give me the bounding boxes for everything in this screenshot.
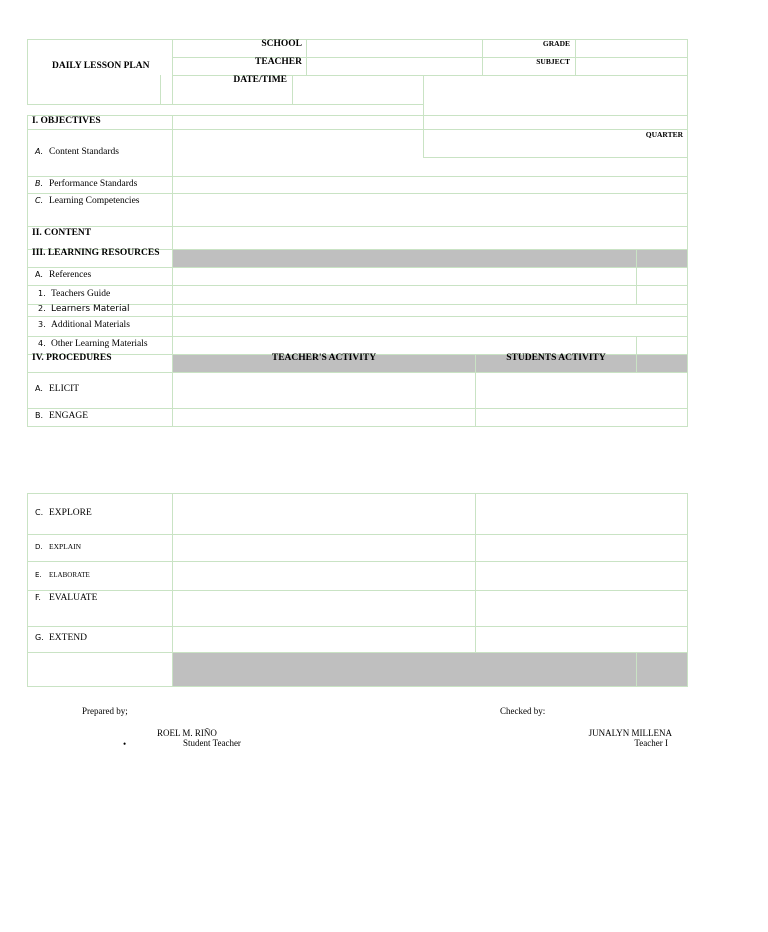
- checker-name: JUNALYN MILLENA: [588, 728, 672, 738]
- grid-line: [27, 176, 688, 177]
- procedure-label: ELABORATE: [49, 571, 90, 579]
- grid-line: [27, 226, 688, 227]
- datetime-label: DATE/TIME: [233, 75, 287, 85]
- lesson-plan-title: DAILY LESSON PLAN: [52, 61, 150, 71]
- procedure-marker: A.: [35, 384, 43, 393]
- performance-standards-marker: B.: [35, 179, 44, 188]
- procedure-label: EXTEND: [49, 633, 87, 643]
- content-heading: II. CONTENT: [32, 228, 92, 238]
- procedure-marker: F.: [35, 593, 41, 602]
- grid-line: [636, 336, 637, 372]
- other-materials-label: Other Learning Materials: [51, 339, 148, 349]
- procedure-marker: B.: [35, 411, 44, 420]
- procedure-label: ENGAGE: [49, 411, 89, 421]
- grid-line: [27, 372, 688, 373]
- quarter-label: QUARTER: [645, 130, 683, 139]
- grid-line: [27, 590, 688, 591]
- grid-line: [27, 626, 688, 627]
- grid-line: [475, 493, 476, 652]
- procedure-marker: D.: [35, 543, 43, 551]
- grid-line: [27, 267, 688, 268]
- content-standards-label: Content Standards: [49, 147, 119, 157]
- procedures-heading: IV. PROCEDURES: [32, 353, 112, 363]
- procedure-marker: C.: [35, 508, 44, 517]
- content-standards-marker: A.: [35, 147, 44, 156]
- prepared-by-label: Prepared by;: [82, 706, 128, 716]
- objectives-heading: I. OBJECTIVES: [32, 116, 101, 126]
- procedure-label: EXPLORE: [49, 508, 92, 518]
- procedure-label: EVALUATE: [49, 593, 98, 603]
- teacher-label: TEACHER: [255, 57, 302, 67]
- bullet-icon: •: [123, 739, 127, 749]
- additional-materials-label: Additional Materials: [51, 320, 130, 330]
- grade-field[interactable]: [576, 40, 686, 56]
- teachers-guide-marker: 1.: [38, 289, 46, 298]
- footer-gray-bar: [173, 653, 687, 686]
- teachers-guide-label: Teachers Guide: [51, 289, 111, 299]
- checker-title: Teacher I: [634, 738, 668, 748]
- grid-line: [27, 193, 688, 194]
- lesson-table: [27, 115, 688, 427]
- students-activity-header: STUDENTS ACTIVITY: [506, 353, 606, 363]
- performance-standards-label: Performance Standards: [49, 179, 138, 189]
- school-field[interactable]: [307, 40, 481, 56]
- grade-label: GRADE: [542, 39, 570, 48]
- grid-line: [27, 561, 688, 562]
- subject-field[interactable]: [576, 58, 686, 74]
- subject-label: SUBJECT: [536, 57, 570, 66]
- resources-header-bar: [173, 250, 687, 267]
- checked-by-label: Checked by:: [500, 706, 546, 716]
- grid-line: [27, 316, 688, 317]
- grid-line: [636, 249, 637, 305]
- grid-line: [27, 129, 423, 130]
- grid-line: [172, 115, 173, 427]
- teacher-field[interactable]: [307, 58, 481, 74]
- preparer-title: Student Teacher: [183, 738, 241, 748]
- preparer-name: ROEL M. RIÑO: [157, 728, 217, 738]
- grid-line: [27, 408, 688, 409]
- references-marker: A.: [35, 270, 43, 279]
- learners-material-marker: 2.: [38, 304, 46, 313]
- grid-line: [636, 652, 637, 687]
- procedure-marker: E.: [35, 571, 42, 579]
- procedure-marker: G.: [35, 633, 44, 642]
- references-label: References: [49, 270, 92, 280]
- learning-competencies-marker: C.: [35, 196, 44, 205]
- procedure-label: EXPLAIN: [49, 542, 82, 551]
- learners-material-label: Learners Material: [51, 304, 130, 314]
- grid-line: [160, 75, 161, 104]
- additional-materials-marker: 3.: [38, 320, 46, 329]
- procedure-label: ELICIT: [49, 384, 80, 394]
- other-materials-marker: 4.: [38, 339, 46, 348]
- learning-competencies-label: Learning Competencies: [49, 196, 140, 206]
- grid-line: [27, 534, 688, 535]
- grid-line: [423, 115, 424, 158]
- grid-line: [172, 39, 173, 105]
- learning-resources-heading: III. LEARNING RESOURCES: [32, 248, 160, 258]
- school-label: SCHOOL: [261, 39, 302, 49]
- datetime-field[interactable]: [293, 76, 422, 103]
- grid-line: [27, 285, 688, 286]
- teachers-activity-header: TEACHER'S ACTIVITY: [271, 353, 377, 363]
- grid-line: [27, 104, 423, 105]
- grid-line: [27, 336, 688, 337]
- grid-line: [475, 354, 476, 427]
